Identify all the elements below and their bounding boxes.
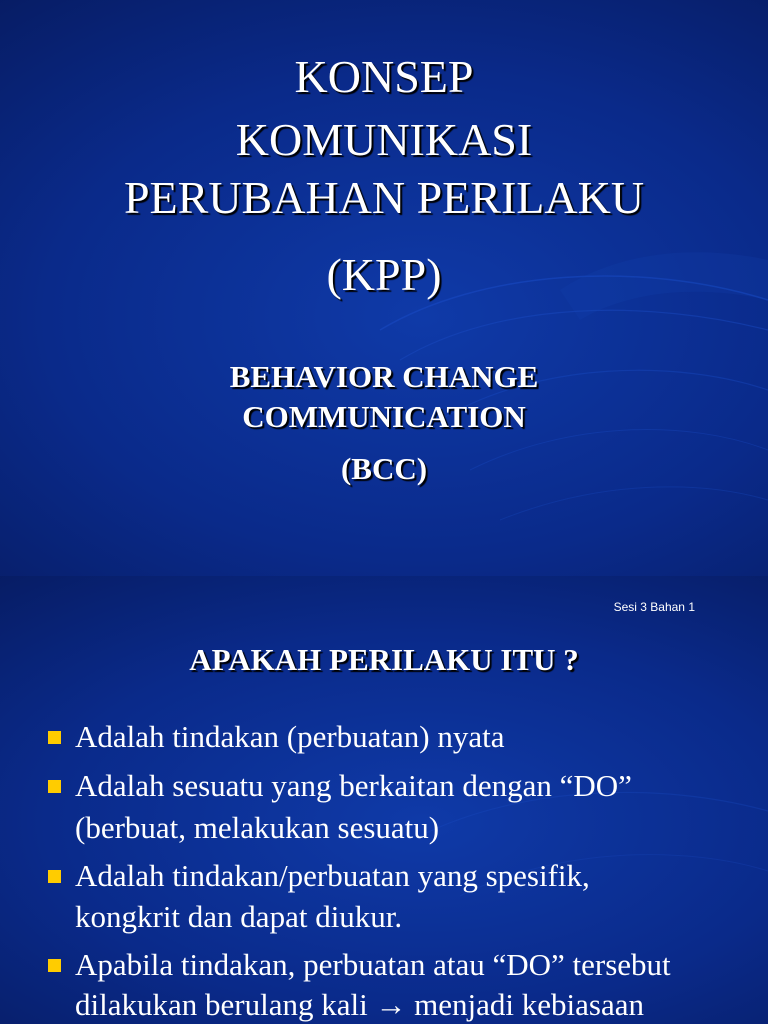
subtitle-line-2: COMMUNICATION [242, 399, 526, 434]
bullet-square-icon [48, 959, 61, 972]
title-line-4: (KPP) [326, 249, 442, 300]
bullet-2-line-2: (berbuat, melakukan sesuatu) [75, 810, 440, 845]
bullet-4-line-1: Apabila tindakan, perbuatan atau “DO” tersebut [75, 947, 671, 982]
subtitle-line-1: BEHAVIOR CHANGE [229, 359, 539, 394]
session-label: Sesi 3 Bahan 1 [613, 600, 695, 614]
slide-title: APAKAH PERILAKU ITU ? [189, 642, 579, 677]
bullet-1-line-1: Adalah tindakan (perbuatan) nyata [75, 719, 505, 754]
bullet-square-icon [48, 731, 61, 744]
title-line-3: PERUBAHAN PERILAKU [123, 172, 645, 223]
bullet-square-icon [48, 870, 61, 883]
bullet-2-line-1: Adalah sesuatu yang berkaitan dengan “DO” [75, 768, 632, 803]
bullet-3-line-1: Adalah tindakan/perbuatan yang spesifik, [75, 858, 590, 893]
title-line-2: KOMUNIKASI [235, 114, 533, 165]
bullet-4-line-2: dilakukan berulang kali → menjadi kebiasaan [75, 987, 645, 1022]
bullet-square-icon [48, 780, 61, 793]
subtitle-line-3: (BCC) [340, 451, 428, 486]
title-line-1: KONSEP [294, 51, 474, 102]
bullet-3-line-2: kongkrit dan dapat diukur. [75, 899, 403, 934]
content-slide [0, 576, 768, 1024]
